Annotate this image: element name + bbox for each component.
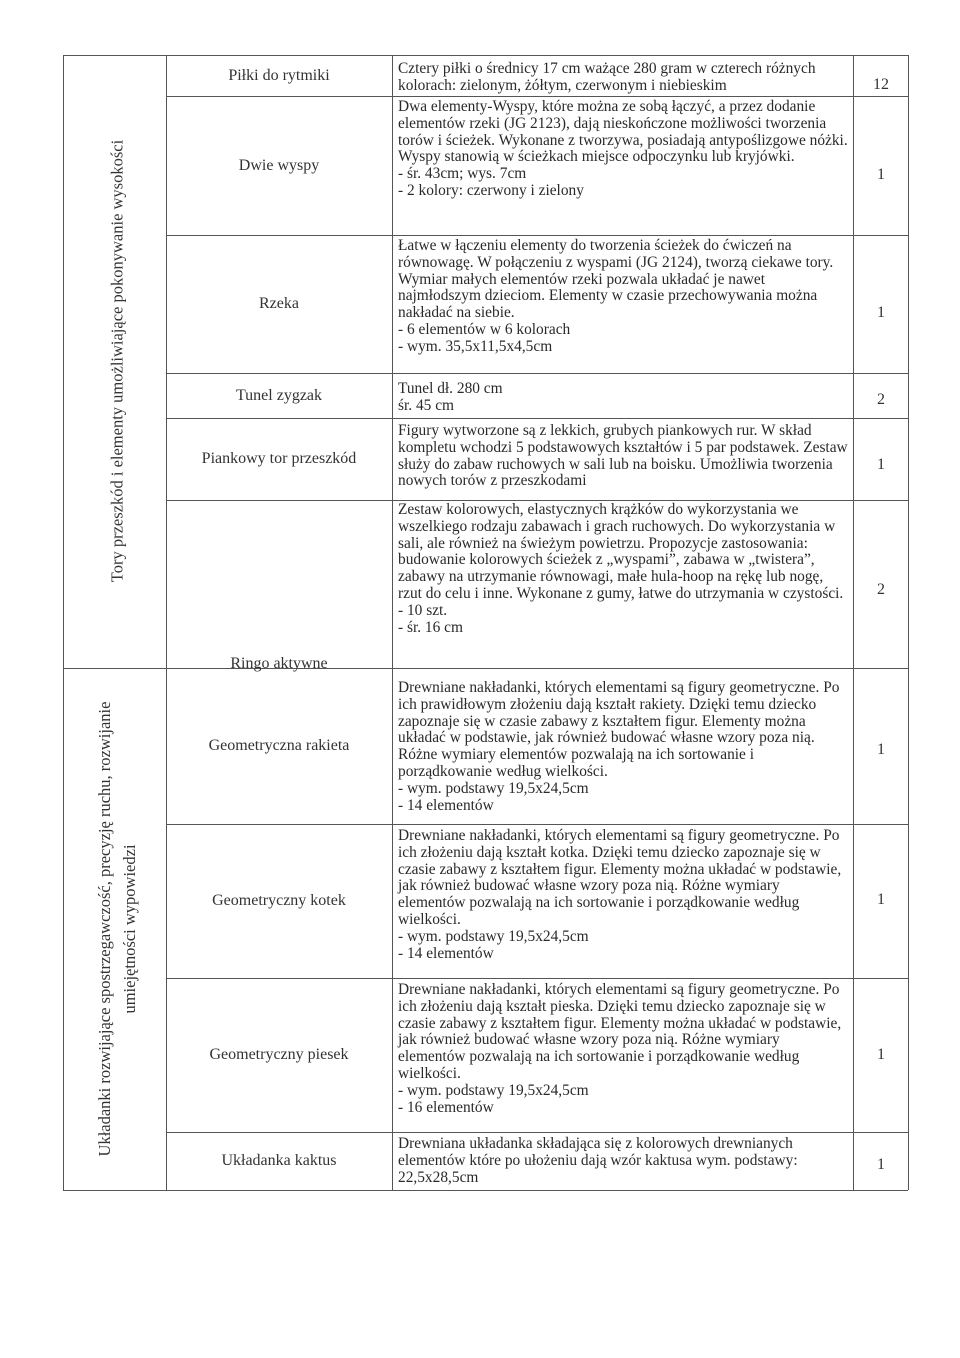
item-quantity: 2 xyxy=(877,581,885,598)
item-name: Geometryczna rakieta xyxy=(208,737,350,754)
category-label-puzzles: Układanki rozwijające spostrzegawczość, precyzję ruchu, rozwijanie umiejętności wypowiedzi xyxy=(95,701,139,1157)
column-divider-qty xyxy=(853,55,854,1190)
item-description: Figury wytworzone są z lekkich, grubych piankowych rur. W skład kompletu wchodzi 5 podstawowych kształtów i 5 par podstawek. Zestaw służy do zabaw ruchowych w sali lub na boisku. Umożliwia tworzenia nowych torów z przeszkodami xyxy=(398,422,848,490)
item-description: Drewniane nakładanki, których elementami są figury geometryczne. Po ich prawidłowym złożeniu dają kształt rakiety. Dzięki temu dziecko zapoznaje się w czasie zabawy z kształtem figur. Elementy można układać w podstawie, jak również budować własne wzory poza nią. Różne wymiary elementów pozwalają na ich sortowanie i porządkowanie według wielkości. - wym. podstawy 19,5x24,5cm - 14 elementów xyxy=(398,679,840,814)
column-divider-category xyxy=(166,55,167,1190)
item-name: Geometryczny kotek xyxy=(212,892,346,909)
item-description: Dwa elementy-Wyspy, które można ze sobą łączyć, a przez dodanie elementów rzeki (JG 2123), dają nieskończone możliwości tworzenia torów i ścieżek. Wykonane z tworzywa, posiadają antypoślizgowe nóżki. Wyspy stanowią w ścieżkach miejsce odpoczynku lub kryjówki. - śr. 43cm; wys. 7cm - 2 kolory: czerwony i zielony xyxy=(398,98,848,199)
item-description: Drewniane nakładanki, których elementami są figury geometryczne. Po ich złożeniu dają kształt kotka. Dzięki temu dziecko zapoznaje się w czasie zabawy z kształtem figur. Elementy można układać w podstawie, jak również budować własne wzory poza nią. Różne wymiary elementów pozwalają na ich sortowanie i porządkowanie według wielkości. - wym. podstawy 19,5x24,5cm - 14 elementów xyxy=(398,827,842,962)
item-quantity: 1 xyxy=(877,1156,885,1173)
item-description: Tunel dł. 280 cm śr. 45 cm xyxy=(398,380,503,414)
item-description: Zestaw kolorowych, elastycznych krążków do wykorzystania we wszelkiego rodzaju zabawach i grach ruchowych. Do wykorzystania w sali, ale również na świeżym powietrzu. Propozycje zastosowania: budowanie kolorowych ścieżek z „wyspami”, zabawa w „twistera”, zabawy na utrzymanie równowagi, małe hula-hoop na rękę lub nogę, rzut do celu i inne. Wykonane z gumy, łatwe do utrzymania w czystości. - 10 szt. - śr. 16 cm xyxy=(398,501,844,636)
table-top-border xyxy=(63,55,908,56)
item-quantity: 2 xyxy=(877,391,885,408)
item-quantity: 12 xyxy=(873,75,889,93)
item-quantity: 1 xyxy=(877,166,885,183)
item-name: Rzeka xyxy=(259,295,299,312)
item-description: Drewniane nakładanki, których elementami są figury geometryczne. Po ich złożeniu dają kształt pieska. Dzięki temu dziecko zapoznaje się w czasie zabawy z kształtem figur. Elementy można układać w podstawie, jak również budować własne wzory poza nią. Różne wymiary elementów pozwalają na ich sortowanie i porządkowanie według wielkości. - wym. podstawy 19,5x24,5cm - 16 elementów xyxy=(398,981,842,1116)
item-name: Dwie wyspy xyxy=(238,156,320,174)
table-right-border xyxy=(908,55,909,1190)
item-quantity: 1 xyxy=(877,891,885,908)
item-quantity: 1 xyxy=(877,456,885,473)
item-description: Cztery piłki o średnicy 17 cm ważące 280 gram w czterech różnych kolorach: zielonym, żółtym, czerwonym i niebieskim xyxy=(398,60,816,94)
item-name: Tunel zygzak xyxy=(235,386,323,404)
column-divider-name xyxy=(392,55,393,1190)
table-bottom-border xyxy=(63,1190,908,1191)
item-description: Łatwe w łączeniu elementy do tworzenia ścieżek do ćwiczeń na równowagę. W połączeniu z wyspami (JG 2124), tworzą ciekawe tory. Wymiar małych elementów rzeki pozwala układać je nawet najmłodszym dzieciom. Elementy w czasie przechowywania można nakładać na siebie. - 6 elementów w 6 kolorach - wym. 35,5x11,5x4,5cm xyxy=(398,237,834,355)
item-quantity: 1 xyxy=(877,303,885,321)
table-left-border xyxy=(63,55,64,1190)
item-name: Piłki do rytmiki xyxy=(228,66,330,84)
item-name: Geometryczny piesek xyxy=(209,1046,349,1063)
item-description: Drewniana układanka składająca się z kolorowych drewnianych elementów które po ułożeniu dają wzór kaktusa wym. podstawy: 22,5x28,5cm xyxy=(398,1135,798,1186)
item-name: Układanka kaktus xyxy=(221,1152,337,1169)
item-name: Piankowy tor przeszkód xyxy=(201,450,357,467)
item-quantity: 1 xyxy=(877,741,885,758)
item-quantity: 1 xyxy=(877,1046,885,1063)
item-name: Ringo aktywne xyxy=(230,655,328,672)
category-label-tracks: Tory przeszkód i elementy umożliwiające pokonywanie wysokości xyxy=(107,139,127,583)
